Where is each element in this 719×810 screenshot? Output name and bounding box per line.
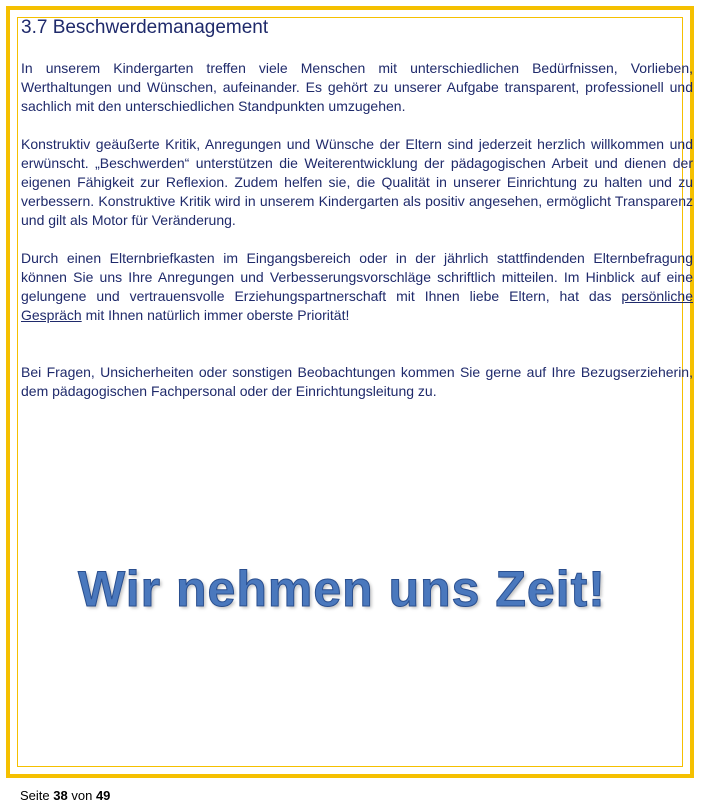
- footer-prefix: Seite: [20, 788, 50, 803]
- paragraph-criticism: Konstruktiv geäußerte Kritik, Anregungen und Wünsche der Eltern sind jederzeit herzlich willkommen und erwünscht. „Beschwerden“ unterstützen die Weiterentwicklung der pädagogischen Arbeit und dienen der eigenen Fähigkeit zur Reflexion. Zudem helfen sie, die Qualität in unserer Einrichtung zu halten und zu verbessern. Konstruktive Kritik wird in unserem Kindergarten als positiv angesehen, ermöglicht Transparenz und gilt als Motor für Veränderung.: [21, 136, 693, 228]
- footer-page-number: 38: [53, 788, 68, 803]
- paragraph-mailbox: [21, 249, 693, 325]
- slogan-wordart: Wir nehmen uns Zeit!: [78, 561, 606, 617]
- footer-total-pages: 49: [95, 788, 111, 803]
- personal-talk-underlined: persönliche Gespräch: [21, 288, 693, 323]
- paragraph-questions: Bei Fragen, Unsicherheiten oder sonstigen Beobachtungen kommen Sie gerne auf Ihre Bezugserzieherin, dem pädagogischen Fachpersonal oder der Einrichtungsleitung zu.: [21, 364, 693, 399]
- document-content: [21, 17, 693, 420]
- paragraph-intro: In unserem Kindergarten treffen viele Menschen mit unterschiedlichen Bedürfnissen, Vorlieben, Werthaltungen und Wünschen, aufeinander. Es gehört zu unserer Aufgabe transparent, professionell und sachlich mit den unterschiedlichen Standpunkten umzugehen.: [21, 60, 693, 114]
- paragraph-mailbox-text: Durch einen Elternbriefkasten im Eingangsbereich oder in der jährlich stattfindenden Elternbefragung können Sie uns Ihre Anregungen und Verbesserungsvorschläge schriftlich mitteilen. Im Hinblick auf eine gelungene und vertrauensvolle Erziehungspartnerschaft mit Ihnen liebe Eltern, hat das: [21, 250, 693, 304]
- paragraph-mailbox-text-end: mit Ihnen natürlich immer oberste Priorität!: [81, 307, 350, 323]
- footer-separator: von: [71, 788, 93, 803]
- page-footer: [20, 788, 110, 803]
- section-heading: 3.7 Beschwerdemanagement: [21, 17, 269, 38]
